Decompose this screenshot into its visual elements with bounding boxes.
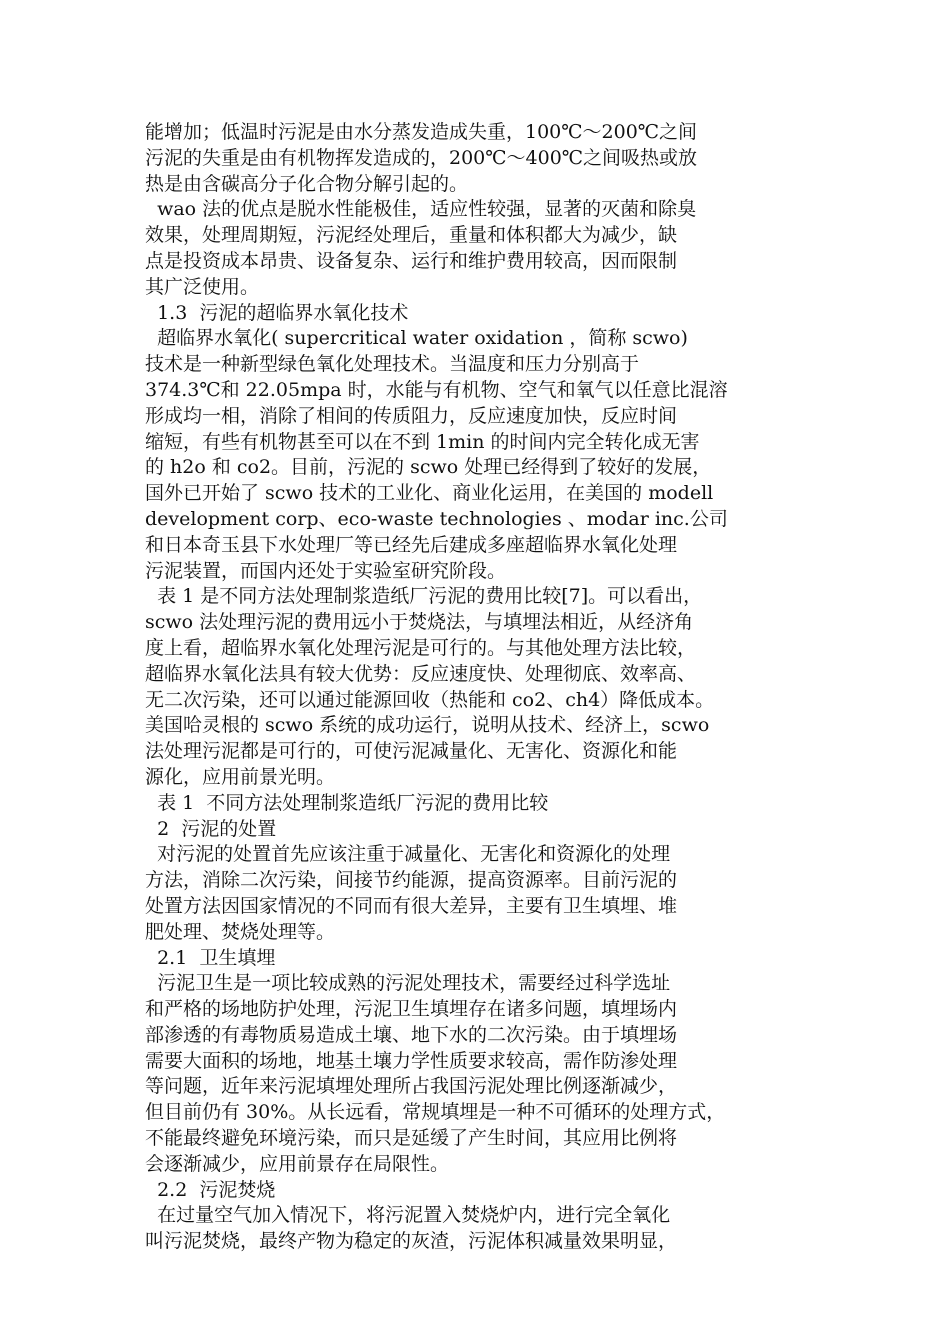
text-line: 和严格的场地防护处理，污泥卫生填埋存在诸多问题，填埋场内 (145, 998, 678, 1021)
text-line: 超临界水氧化( supercritical water oxidation ，简称 scwo) (145, 327, 688, 350)
text-line: 效果，处理周期短，污泥经处理后，重量和体积都大为减少，缺 (145, 224, 678, 247)
text-line: 污泥卫生是一项比较成熟的污泥处理技术，需要经过科学选址 (145, 972, 671, 995)
section-heading-1-3: 1.3 污泥的超临界水氧化技术 (145, 301, 409, 324)
section-heading-2: 2 污泥的处置 (145, 817, 277, 840)
text-line: 肥处理、焚烧处理等。 (145, 920, 336, 943)
text-line: 需要大面积的场地，地基土壤力学性质要求较高，需作防渗处理 (145, 1049, 678, 1072)
text-line: 部渗透的有毒物质易造成土壤、地下水的二次污染。由于填埋场 (145, 1023, 678, 1046)
text-line: 374.3℃和 22.05mpa 时，水能与有机物、空气和氧气以任意比混溶 (145, 378, 728, 401)
text-line: 法处理污泥都是可行的，可使污泥减量化、无害化、资源化和能 (145, 740, 678, 763)
text-line: 国外已开始了 scwo 技术的工业化、商业化运用，在美国的 modell (145, 482, 714, 505)
text-line: 不能最终避免环境污染，而只是延缓了产生时间，其应用比例将 (145, 1127, 678, 1150)
text-line: 叫污泥焚烧，最终产物为稳定的灰渣，污泥体积减量效果明显， (145, 1230, 678, 1253)
text-line: 但目前仍有 30%。从长远看，常规填埋是一种不可循环的处理方式， (145, 1101, 726, 1124)
text-line: 点是投资成本昂贵、设备复杂、运行和维护费用较高，因而限制 (145, 249, 678, 272)
section-heading-2-1: 2.1 卫生填埋 (145, 946, 276, 969)
text-line: 美国哈灵根的 scwo 系统的成功运行，说明从技术、经济上，scwo (145, 714, 710, 737)
text-line: 超临界水氧化法具有较大优势：反应速度快、处理彻底、效率高、 (145, 662, 697, 685)
text-line: 缩短，有些有机物甚至可以在不到 1min 的时间内完全转化成无害 (145, 430, 700, 453)
text-line: 和日本奇玉县下水处理厂等已经先后建成多座超临界水氧化处理 (145, 533, 678, 556)
text-line: 会逐渐减少，应用前景存在局限性。 (145, 1152, 450, 1175)
text-line: 污泥的失重是由有机物挥发造成的，200℃～400℃之间吸热或放 (145, 146, 698, 169)
text-line: 在过量空气加入情况下，将污泥置入焚烧炉内，进行完全氧化 (145, 1204, 671, 1227)
text-line: 其广泛使用。 (145, 275, 260, 298)
text-line: 的 h2o 和 co2。目前，污泥的 scwo 处理已经得到了较好的发展， (145, 456, 712, 479)
text-line: wao 法的优点是脱水性能极佳，适应性较强，显著的灭菌和除臭 (145, 198, 697, 221)
text-line: 方法，消除二次污染，间接节约能源，提高资源率。目前污泥的 (145, 869, 678, 892)
text-line: development corp、eco-waste technologies 、modar inc.公司 (145, 507, 728, 530)
table-caption: 表 1 不同方法处理制浆造纸厂污泥的费用比较 (145, 791, 549, 814)
text-line: 源化，应用前景光明。 (145, 765, 336, 788)
text-line: 形成均一相，消除了相间的传质阻力，反应速度加快，反应时间 (145, 404, 678, 427)
section-heading-2-2: 2.2 污泥焚烧 (145, 1178, 276, 1201)
document-body (145, 120, 805, 1255)
text-line: 无二次污染，还可以通过能源回收（热能和 co2、ch4）降低成本。 (145, 688, 715, 711)
text-line: 污泥装置，而国内还处于实验室研究阶段。 (145, 559, 507, 582)
text-line: 处置方法因国家情况的不同而有很大差异，主要有卫生填埋、堆 (145, 894, 678, 917)
text-line: 度上看，超临界水氧化处理污泥是可行的。与其他处理方法比较， (145, 636, 697, 659)
text-line: 表 1 是不同方法处理制浆造纸厂污泥的费用比较[7]。可以看出， (145, 585, 703, 608)
text-line: 热是由含碳高分子化合物分解引起的。 (145, 172, 469, 195)
text-line: scwo 法处理污泥的费用远小于焚烧法，与填埋法相近，从经济角 (145, 611, 694, 634)
text-line: 等问题，近年来污泥填埋处理所占我国污泥处理比例逐渐减少， (145, 1075, 678, 1098)
text-line: 技术是一种新型绿色氧化处理技术。当温度和压力分别高于 (145, 353, 640, 376)
text-line: 能增加；低温时污泥是由水分蒸发造成失重，100℃～200℃之间 (145, 121, 698, 143)
text-line: 对污泥的处置首先应该注重于减量化、无害化和资源化的处理 (145, 843, 671, 866)
